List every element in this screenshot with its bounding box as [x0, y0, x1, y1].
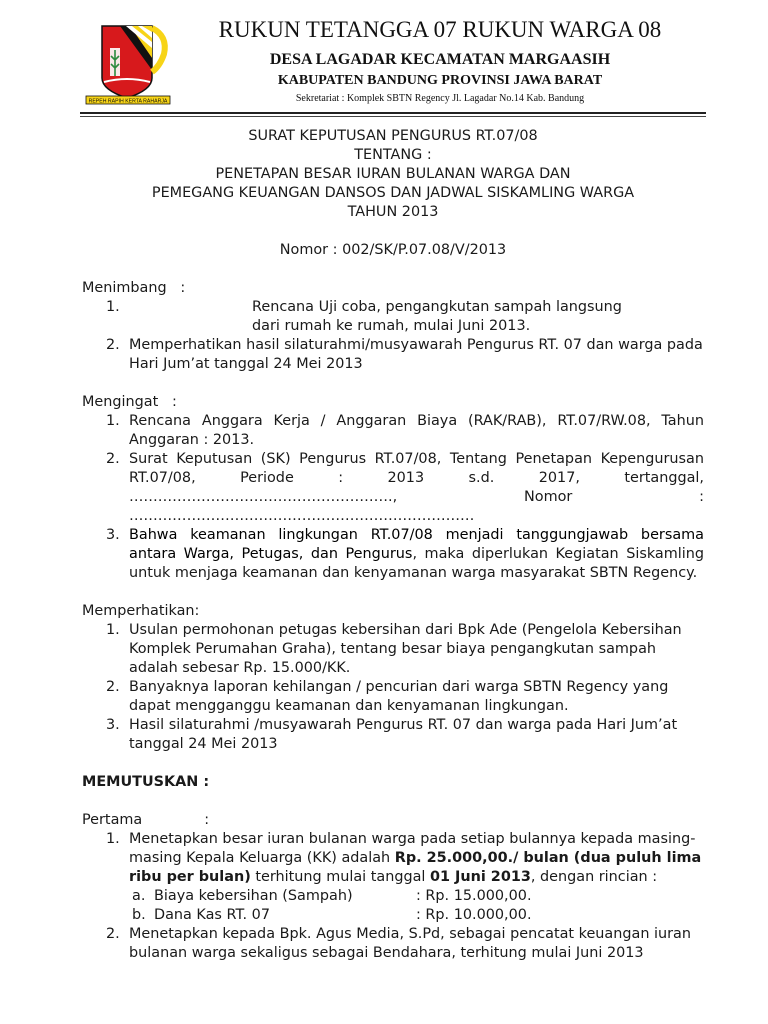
fee-amount: Rp. 25.000,00./ bulan (dua puluh lima ribu per bulan): [129, 850, 702, 885]
list-number: 2.: [106, 451, 120, 467]
list-item: [82, 336, 704, 374]
fee-breakdown-row: [82, 887, 704, 906]
list-number: 1.: [106, 413, 120, 429]
list-item: [82, 412, 704, 450]
list-text: dari rumah ke rumah, mulai Juni 2013.: [252, 318, 531, 334]
fee-breakdown-row: [82, 906, 704, 925]
list-text: , maka diperlukan Kegiatan Siskamling untuk menjaga keamanan dan kenyamanan warga masyarakat SBTN Regency.: [129, 546, 704, 581]
list-text: Rencana Uji coba, pengangkutan sampah langsung: [252, 299, 622, 315]
list-item: [82, 526, 704, 583]
list-text: Hasil silaturahmi /musyawarah Pengurus RT. 07 dan warga pada Hari Jum’at tanggal 24 Mei 2013: [129, 717, 678, 752]
sub-number: a.: [132, 888, 146, 904]
memperhatikan-heading: [82, 602, 704, 621]
memutuskan-heading: MEMUTUSKAN :: [82, 774, 210, 790]
list-number: 3.: [106, 717, 120, 733]
fee-label: Dana Kas RT. 07: [154, 907, 270, 923]
decree-number: Nomor : 002/SK/P.07.08/V/2013: [279, 242, 507, 258]
decree-tentang: TENTANG :: [354, 147, 432, 163]
letterhead-divider-thin: [80, 116, 706, 117]
list-text: Memperhatikan hasil silaturahmi/musyawarah Pengurus RT. 07 dan warga pada Hari Jum’at tanggal 24 Mei 2013: [129, 337, 703, 372]
letterhead-regency: KABUPATEN BANDUNG PROVINSI JAWA BARAT: [277, 73, 603, 88]
pertama-heading: [82, 811, 704, 830]
document-body: [82, 127, 704, 963]
list-item: [82, 621, 704, 678]
list-text-emphasis: Bahwa keamanan lingkungan RT.07/08 menjadi tanggungjawab bersama antara Warga, Petugas, dan Pengurus: [129, 527, 704, 562]
list-item: [82, 298, 704, 336]
decree-title: SURAT KEPUTUSAN PENGURUS RT.07/08: [248, 128, 538, 144]
mengingat-label: Mengingat: [82, 394, 159, 410]
letterhead-village: DESA LAGADAR KECAMATAN MARGAASIH: [269, 51, 611, 68]
fee-label: Biaya kebersihan (Sampah): [154, 888, 353, 904]
list-text: terhitung mulai tanggal: [250, 869, 430, 885]
list-text: Banyaknya laporan kehilangan / pencurian dari warga SBTN Regency yang dapat mengganggu keamanan dan kenyamanan lingkungan.: [129, 679, 669, 714]
mengingat-heading: [82, 393, 704, 412]
list-number: 2.: [106, 679, 120, 695]
decree-subject-line-2: PEMEGANG KEUANGAN DANSOS DAN JADWAL SISKAMLING WARGA: [151, 185, 635, 201]
letterhead: [0, 0, 768, 118]
letterhead-org-name: RUKUN TETANGGA 07 RUKUN WARGA 08: [218, 17, 662, 42]
fee-value: : Rp. 15.000,00.: [416, 888, 532, 904]
menimbang-colon: :: [180, 280, 186, 296]
menimbang-label: Menimbang: [82, 280, 167, 296]
mengingat-list: [82, 412, 704, 583]
list-item: [82, 830, 704, 887]
start-date: 01 Juni 2013: [429, 869, 531, 885]
list-text: Surat Keputusan (SK) Pengurus RT.07/08, Tentang Penetapan Kepengurusan RT.07/08, Periode : 2013 s.d. 2017, tertanggal, ………………………………………………., Nomor : ………………………………………………………………: [129, 451, 704, 524]
mengingat-colon: :: [171, 394, 177, 410]
letterhead-secretariat: Sekretariat : Komplek SBTN Regency Jl. Lagadar No.14 Kab. Bandung: [295, 93, 585, 104]
list-text: , dengan rincian :: [530, 869, 658, 885]
bandung-regency-emblem-icon: [80, 18, 176, 108]
memperhatikan-label: Memperhatikan: [82, 603, 195, 619]
decree-year: TAHUN 2013: [347, 204, 439, 220]
list-number: 2.: [106, 337, 120, 353]
pertama-colon: :: [204, 812, 210, 828]
list-item: [82, 716, 704, 754]
list-text: Usulan permohonan petugas kebersihan dari Bpk Ade (Pengelola Kebersihan Komplek Perumahan Graha), tentang besar biaya pengangkutan sampah adalah sebesar Rp. 15.000/KK.: [129, 622, 682, 676]
list-text: Rencana Anggara Kerja / Anggaran Biaya (RAK/RAB), RT.07/RW.08, Tahun Anggaran : 2013.: [129, 413, 704, 448]
list-number: 3.: [106, 527, 120, 543]
memperhatikan-colon: :: [194, 603, 200, 619]
list-text: Menetapkan besar iuran bulanan warga pada setiap bulannya kepada masing-masing Kepala Keluarga (KK) adalah: [129, 831, 696, 866]
menimbang-heading: [82, 279, 704, 298]
sub-number: b.: [132, 907, 146, 923]
svg-text:REPEH RAPIH KERTA RAHARJA: REPEH RAPIH KERTA RAHARJA: [88, 98, 168, 105]
pertama-label: Pertama: [82, 812, 143, 828]
list-item: [82, 450, 704, 526]
letterhead-divider: [80, 112, 706, 114]
memutuskan-list: [82, 830, 704, 963]
list-number: 1.: [106, 299, 120, 315]
list-text: Menetapkan kepada Bpk. Agus Media, S.Pd, sebagai pencatat keuangan iuran bulanan warga sekaligus sebagai Bendahara, terhitung mulai Juni 2013: [129, 926, 691, 961]
menimbang-list: [82, 298, 704, 374]
list-number: 2.: [106, 926, 120, 942]
list-number: 1.: [106, 831, 120, 847]
decree-subject-line-1: PENETAPAN BESAR IURAN BULANAN WARGA DAN: [215, 166, 571, 182]
fee-value: : Rp. 10.000,00.: [416, 907, 532, 923]
memperhatikan-list: [82, 621, 704, 754]
list-number: 1.: [106, 622, 120, 638]
list-item: [82, 678, 704, 716]
list-item: [82, 925, 704, 963]
